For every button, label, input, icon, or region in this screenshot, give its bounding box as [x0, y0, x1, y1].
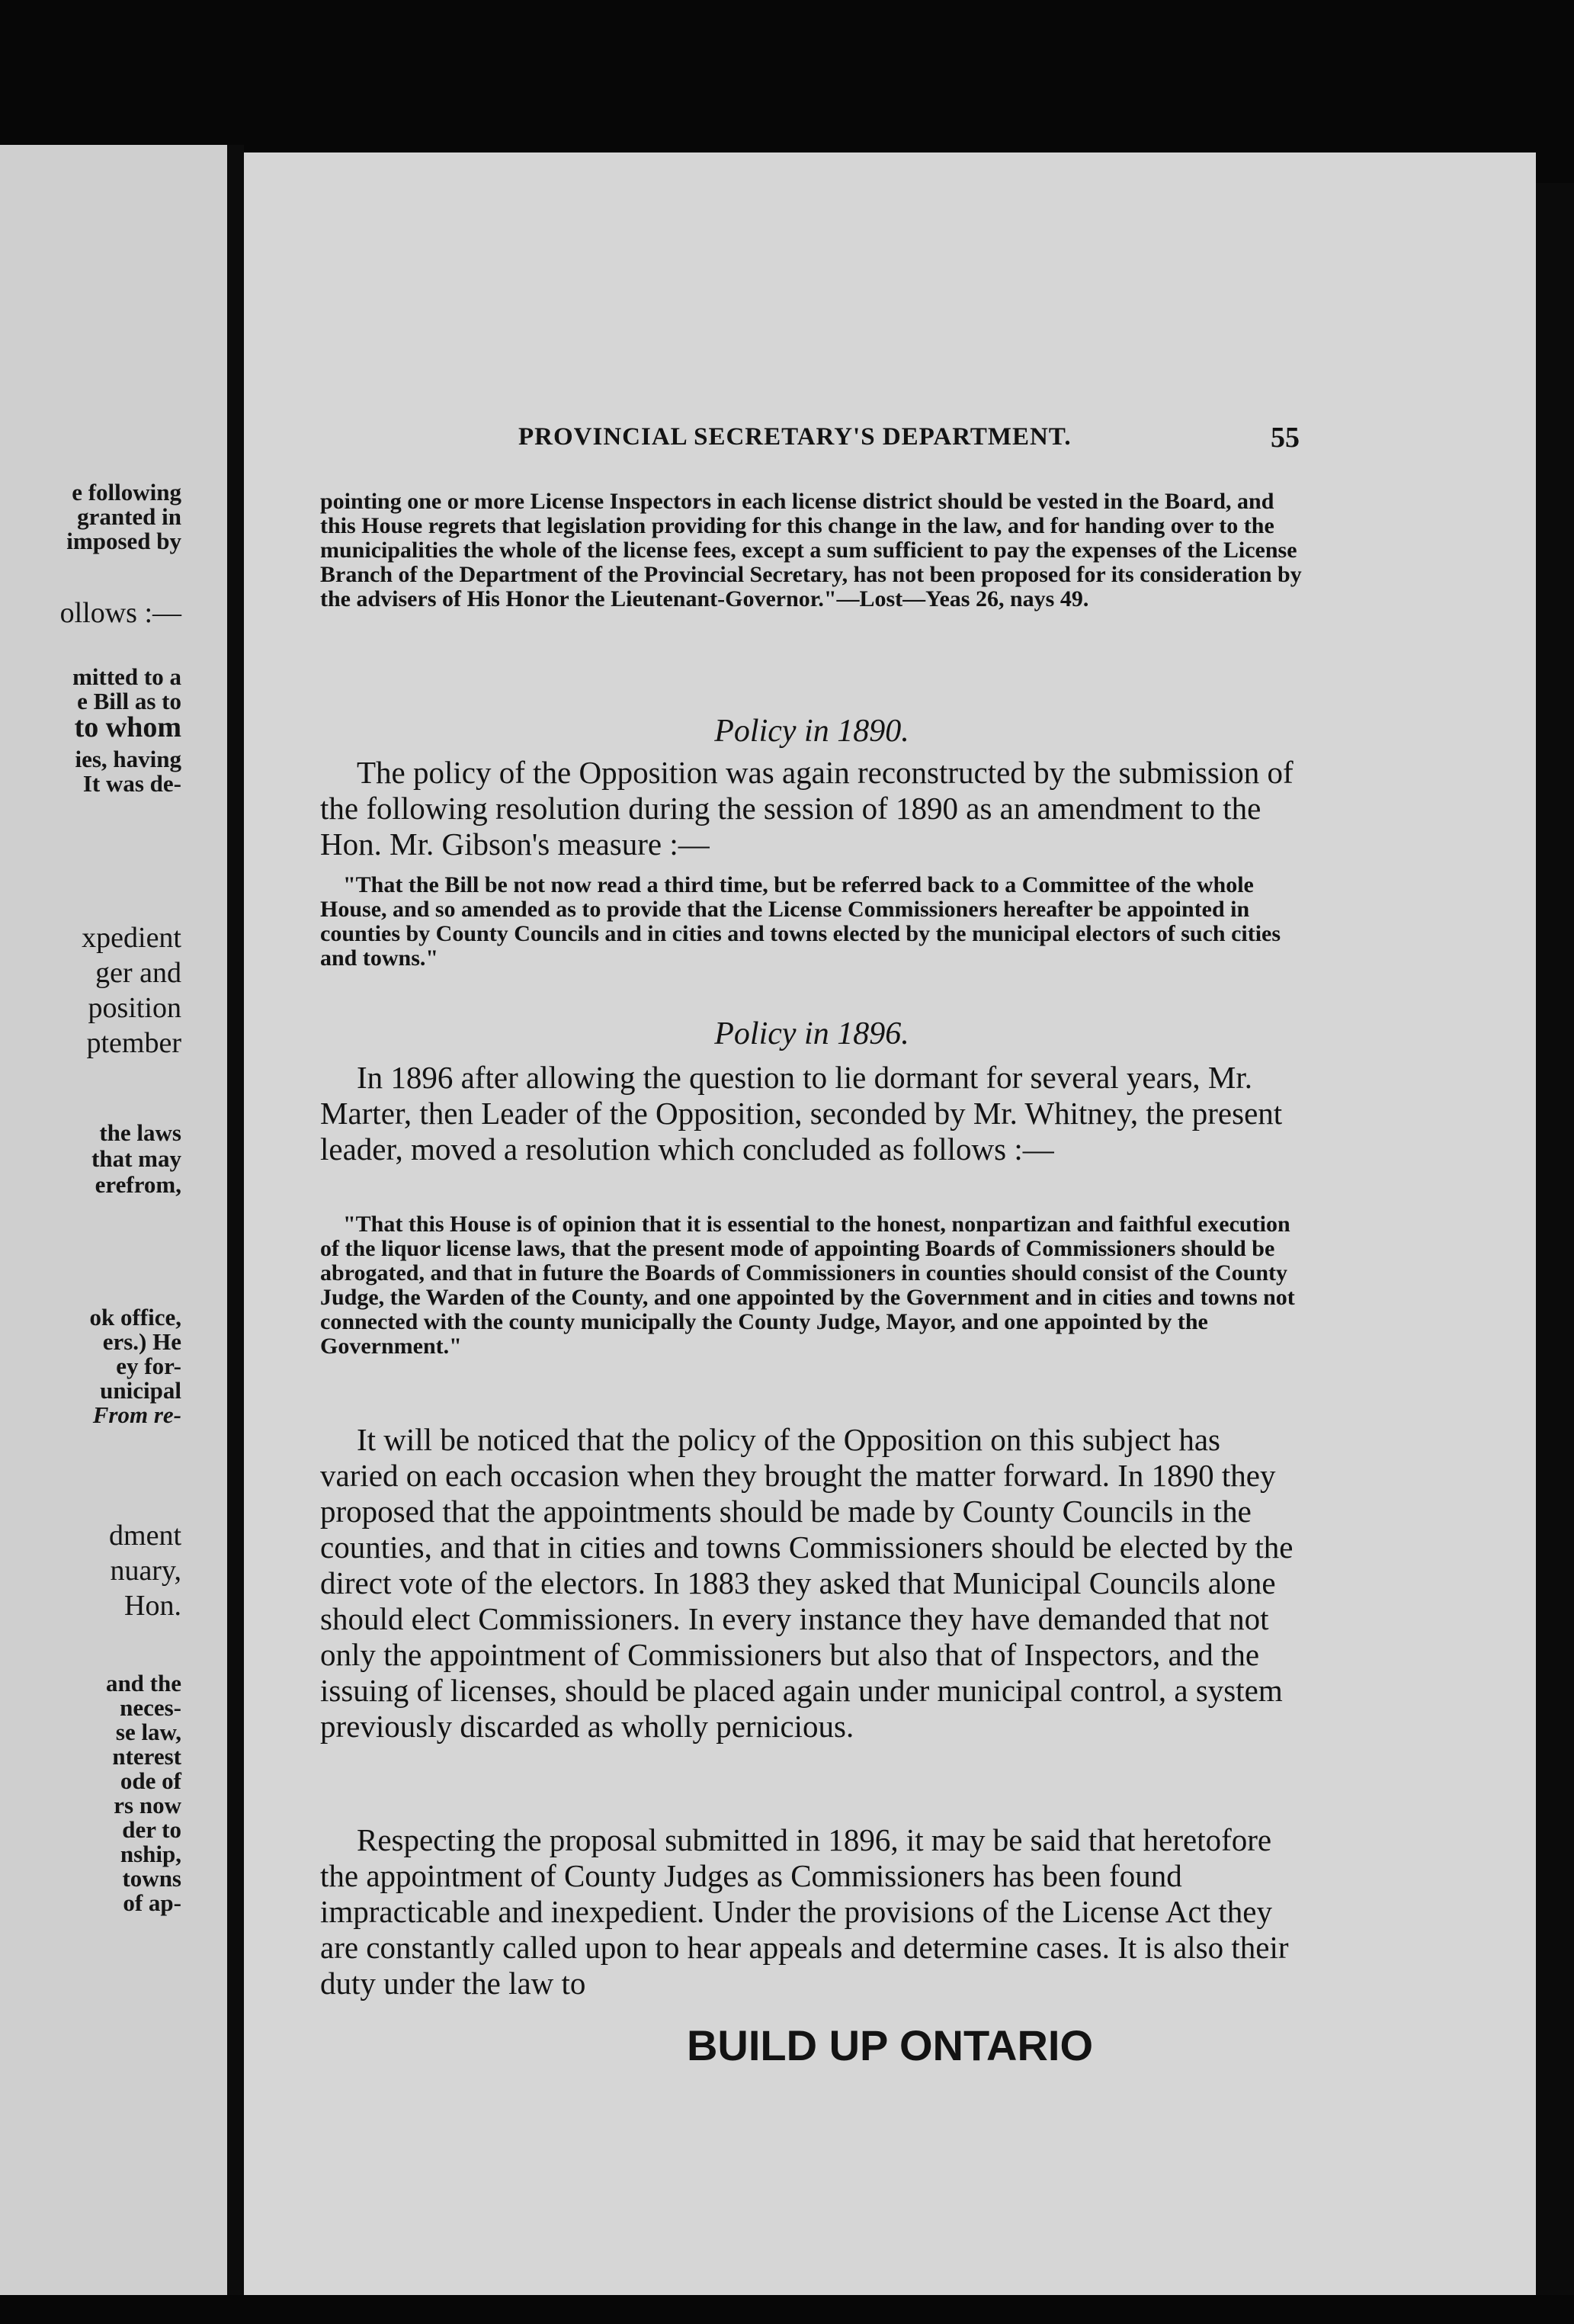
left-fragment: ger and	[95, 957, 181, 989]
left-fragment: ok office,	[89, 1304, 181, 1331]
paragraph-noticed	[320, 1422, 1303, 1745]
paragraph-1896	[320, 1060, 1303, 1167]
left-fragment: unicipal	[100, 1377, 181, 1404]
left-facing-page	[0, 145, 227, 2295]
left-fragment: rs now	[114, 1792, 181, 1818]
left-fragment: that may	[91, 1145, 181, 1172]
left-fragment: xpedient	[82, 922, 181, 954]
left-fragment: ey for-	[116, 1353, 181, 1379]
quote-1896-text: "That this House is of opinion that it is essential to the honest, nonpartizan and faithful execution of the liquor license laws, that the present mode of appointing Boards of Commissioners should be abrogated, and that in future the Boards of Commissioners in counties should consist of the County Judge, the Warden of the County, and one appointed by the Government and in cities and towns not connected with the county municipally the County Judge, Mayor, and one appointed by the Government."	[320, 1212, 1295, 1359]
left-fragment: ptember	[86, 1027, 181, 1059]
left-fragment: se law,	[115, 1719, 181, 1745]
left-fragment: dment	[109, 1520, 181, 1552]
quote-1890-text: "That the Bill be not now read a third time, but be referred back to a Committee of the whole House, and so amended as to provide that the License Commissioners hereafter be appointed in counties by County Councils and in cities and towns elected by the municipal electors of such cities and towns."	[320, 872, 1281, 971]
left-fragment: ollows :—	[59, 597, 181, 629]
footer-slogan: BUILD UP ONTARIO	[686, 2021, 1094, 2069]
left-fragment: ies, having	[75, 746, 181, 772]
left-fragment: neces-	[120, 1694, 181, 1721]
quote-1890	[320, 873, 1303, 971]
paragraph-noticed-text: It will be noticed that the policy of the Opposition on this subject has varied on each occasion when they brought the matter forward. In 1890 they proposed that the appointments should be made by County Councils in the counties, and that in cities and towns Commissioners should be elected by the direct vote of the electors. In 1883 they asked that Municipal Councils alone should elect Commissioners. In every instance they have demanded that not only the appointment of Commissioners but also that of Inspectors, and the issuing of licenses, should be placed again under municipal control, a system previously discarded as wholly pernicious.	[320, 1422, 1294, 1744]
left-fragment: granted in	[77, 503, 181, 530]
left-fragment: nuary,	[110, 1555, 181, 1587]
left-fragment: nterest	[112, 1743, 181, 1770]
page-edge-shadow	[1536, 183, 1574, 2295]
left-fragment: From re-	[92, 1401, 181, 1428]
paragraph-1890	[320, 755, 1303, 862]
left-fragment: It was de-	[82, 770, 181, 797]
opening-quote-text: pointing one or more License Inspectors in each license district should be vested in the Board, and this House regrets that legislation providing for this change in the law, and for handing over to the municipalities the whole of the license fees, except a sum sufficient to pay the expenses of the License Branch of the Department of the Provincial Secretary, has not been proposed for its consideration by the advisers of His Honor the Lieutenant-Governor."—Lost—Yeas 26, nays 49.	[320, 489, 1302, 611]
left-fragment: Hon.	[124, 1590, 181, 1622]
left-fragment: der to	[122, 1816, 181, 1843]
paragraph-respecting-text: Respecting the proposal submitted in 1896, it may be said that heretofore the appointment of County Judges as Commissioners has been found impracticable and inexpedient. Under the provisions of the License Act they are constantly called upon to hear appeals and determine cases. It is also their duty under the law to	[320, 1822, 1289, 2001]
left-fragment: e Bill as to	[77, 688, 181, 714]
left-fragment: and the	[105, 1670, 181, 1696]
paragraph-1896-text: In 1896 after allowing the question to lie dormant for several years, Mr. Marter, then Leader of the Opposition, seconded by Mr. Whitney, the present leader, moved a resolution which concluded as follows :—	[320, 1060, 1283, 1167]
left-fragment: of ap-	[123, 1889, 181, 1916]
left-fragment: erefrom,	[95, 1171, 181, 1198]
page-number: 55	[1271, 422, 1300, 454]
section-heading-1890: Policy in 1890.	[714, 714, 909, 749]
left-fragment: e following	[72, 479, 181, 506]
left-fragment: ers.) He	[102, 1328, 181, 1355]
left-fragment: to whom	[74, 711, 181, 743]
left-fragment: nship,	[120, 1841, 181, 1867]
document-page	[244, 152, 1536, 2295]
section-heading-1896: Policy in 1896.	[714, 1016, 909, 1051]
running-header: PROVINCIAL SECRETARY'S DEPARTMENT.	[518, 423, 1072, 451]
book-gutter	[227, 145, 244, 2295]
opening-quote	[320, 490, 1303, 611]
left-fragment: ode of	[120, 1767, 181, 1794]
left-fragment: position	[88, 992, 181, 1024]
quote-1896	[320, 1212, 1303, 1359]
left-fragment: mitted to a	[72, 663, 181, 690]
left-fragment: imposed by	[66, 528, 181, 554]
paragraph-1890-text: The policy of the Opposition was again reconstructed by the submission of the following resolution during the session of 1890 as an amendment to the Hon. Mr. Gibson's measure :—	[320, 755, 1294, 862]
left-fragment: towns	[122, 1865, 181, 1892]
paragraph-respecting	[320, 1822, 1303, 2001]
left-fragment: the laws	[99, 1119, 181, 1146]
